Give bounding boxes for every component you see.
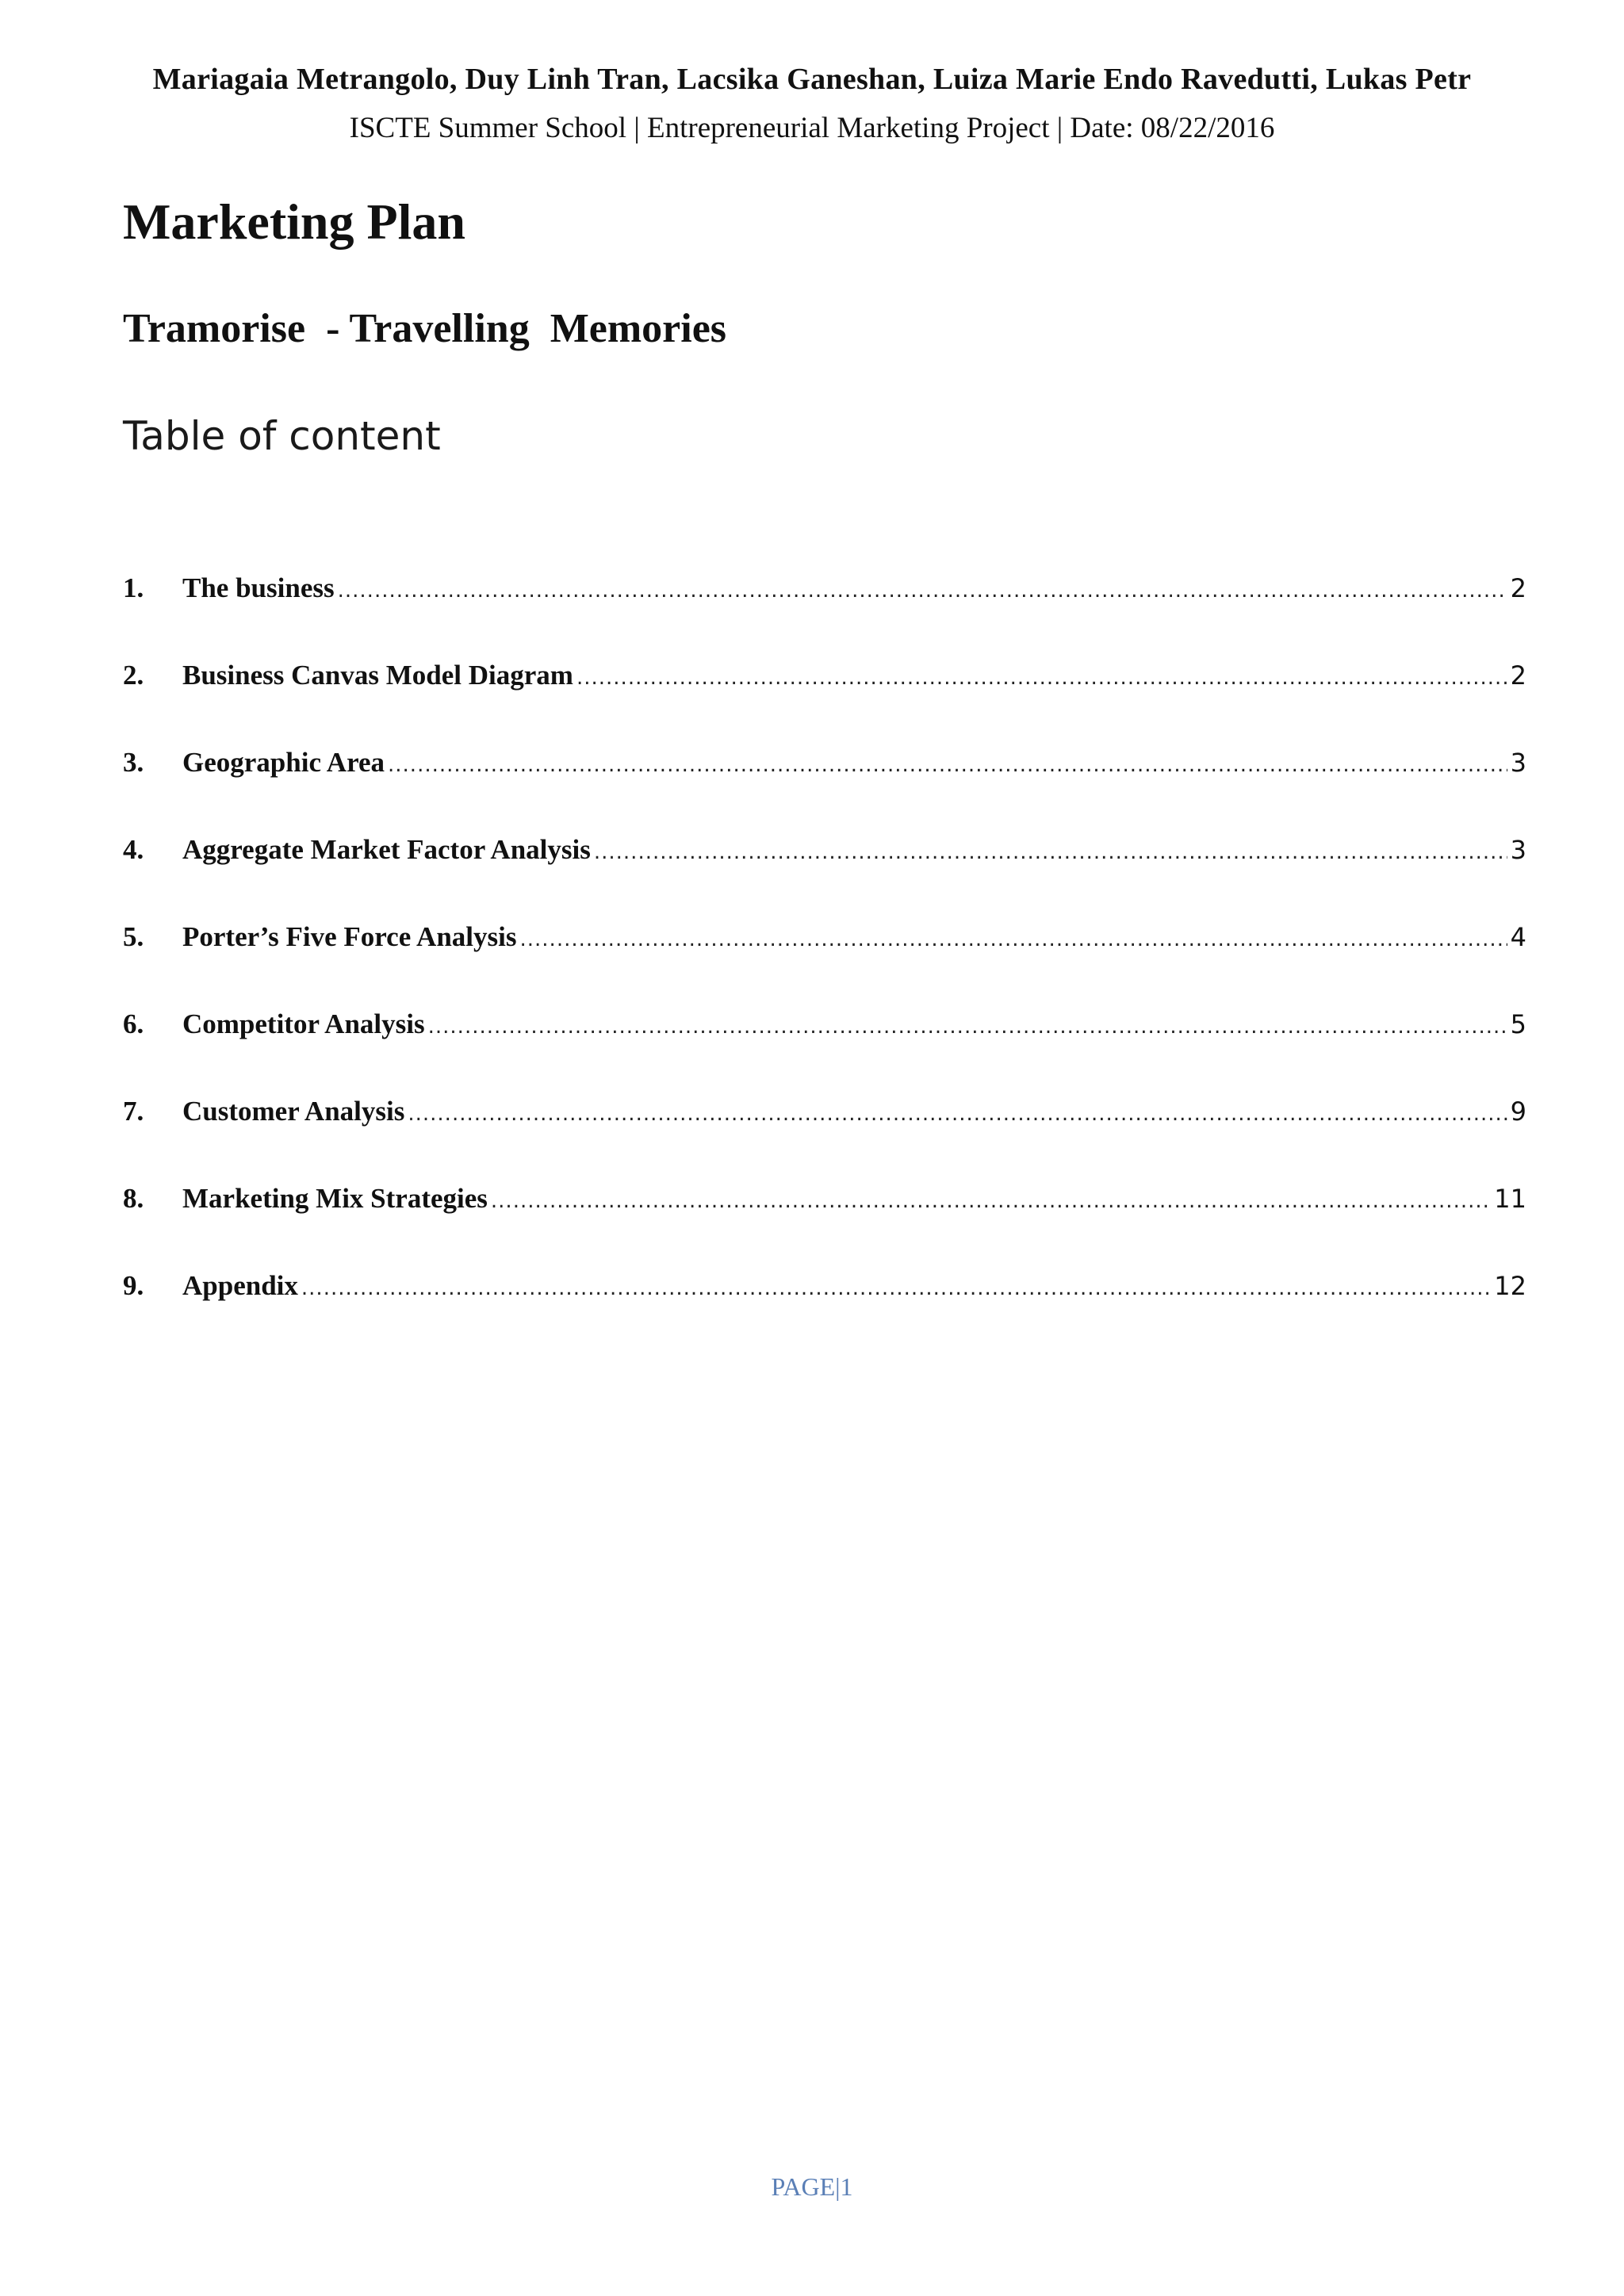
document-title: Marketing Plan bbox=[123, 193, 465, 250]
toc-entry-number: 2. bbox=[123, 660, 144, 691]
toc-entry-number: 6. bbox=[123, 1008, 144, 1039]
toc-entry-marketing-mix-strategies[interactable] bbox=[123, 1175, 1526, 1262]
header-subtitle: ISCTE Summer School | Entrepreneurial Marketing Project | Date: 08/22/2016 bbox=[349, 112, 1275, 144]
toc-entry-the-business[interactable] bbox=[123, 564, 1526, 652]
toc-entry-page: 3 bbox=[1510, 748, 1526, 778]
document-subtitle: Tramorise - Travelling Memories bbox=[123, 306, 727, 351]
toc-entry-title: Customer Analysis bbox=[182, 1096, 405, 1127]
toc-entry-title: Geographic Area bbox=[182, 747, 385, 778]
toc-entry-number: 5. bbox=[123, 921, 144, 952]
toc-entry-number: 8. bbox=[123, 1183, 144, 1214]
toc-entry-page: 2 bbox=[1510, 573, 1526, 603]
toc-entry-number: 1. bbox=[123, 572, 144, 603]
header-authors: Mariagaia Metrangolo, Duy Linh Tran, Lacsika Ganeshan, Luiza Marie Endo Ravedutti, Lukas Petr bbox=[152, 63, 1472, 96]
toc-entry-aggregate-market-factor-analysis[interactable] bbox=[123, 826, 1526, 913]
toc-entry-page: 12 bbox=[1494, 1271, 1526, 1301]
toc-entry-appendix[interactable] bbox=[123, 1262, 1526, 1349]
toc-entry-title: Appendix bbox=[182, 1270, 298, 1301]
toc-dot-leader bbox=[428, 1003, 1507, 1050]
toc-dot-leader bbox=[576, 654, 1507, 702]
toc-entry-title: Business Canvas Model Diagram bbox=[182, 660, 573, 691]
page-header bbox=[0, 55, 1624, 152]
toc-entry-page: 5 bbox=[1510, 1009, 1526, 1039]
toc-entry-number: 7. bbox=[123, 1096, 144, 1127]
toc-entry-page: 9 bbox=[1510, 1096, 1526, 1127]
toc-heading: Table of content bbox=[123, 413, 441, 459]
toc-entry-business-canvas-model-diagram[interactable] bbox=[123, 652, 1526, 739]
toc-entry-title: Competitor Analysis bbox=[182, 1008, 425, 1039]
toc-dot-leader bbox=[594, 828, 1507, 876]
toc-entry-number: 3. bbox=[123, 747, 144, 778]
toc-entry-geographic-area[interactable] bbox=[123, 739, 1526, 826]
toc-dot-leader bbox=[520, 916, 1507, 963]
toc-entry-title: Porter’s Five Force Analysis bbox=[182, 921, 517, 952]
toc-entry-customer-analysis[interactable] bbox=[123, 1088, 1526, 1175]
toc-entry-number: 9. bbox=[123, 1270, 144, 1301]
toc-dot-leader bbox=[301, 1265, 1491, 1312]
toc-dot-leader bbox=[388, 741, 1507, 789]
toc-dot-leader bbox=[408, 1090, 1507, 1138]
toc-entry-page: 4 bbox=[1510, 922, 1526, 952]
toc-entry-page: 11 bbox=[1494, 1184, 1526, 1214]
toc-entry-title: The business bbox=[182, 572, 335, 603]
toc-dot-leader bbox=[338, 567, 1507, 614]
toc-entry-page: 2 bbox=[1510, 660, 1526, 691]
toc-entry-title: Aggregate Market Factor Analysis bbox=[182, 834, 591, 865]
page-number-footer: PAGE|1 bbox=[771, 2172, 853, 2201]
toc-dot-leader bbox=[491, 1177, 1491, 1225]
toc-entry-number: 4. bbox=[123, 834, 144, 865]
toc-entry-competitor-analysis[interactable] bbox=[123, 1001, 1526, 1088]
toc-entry-title: Marketing Mix Strategies bbox=[182, 1183, 488, 1214]
toc-entry-porters-five-force-analysis[interactable] bbox=[123, 913, 1526, 1001]
table-of-contents bbox=[123, 564, 1526, 1349]
toc-entry-page: 3 bbox=[1510, 835, 1526, 865]
